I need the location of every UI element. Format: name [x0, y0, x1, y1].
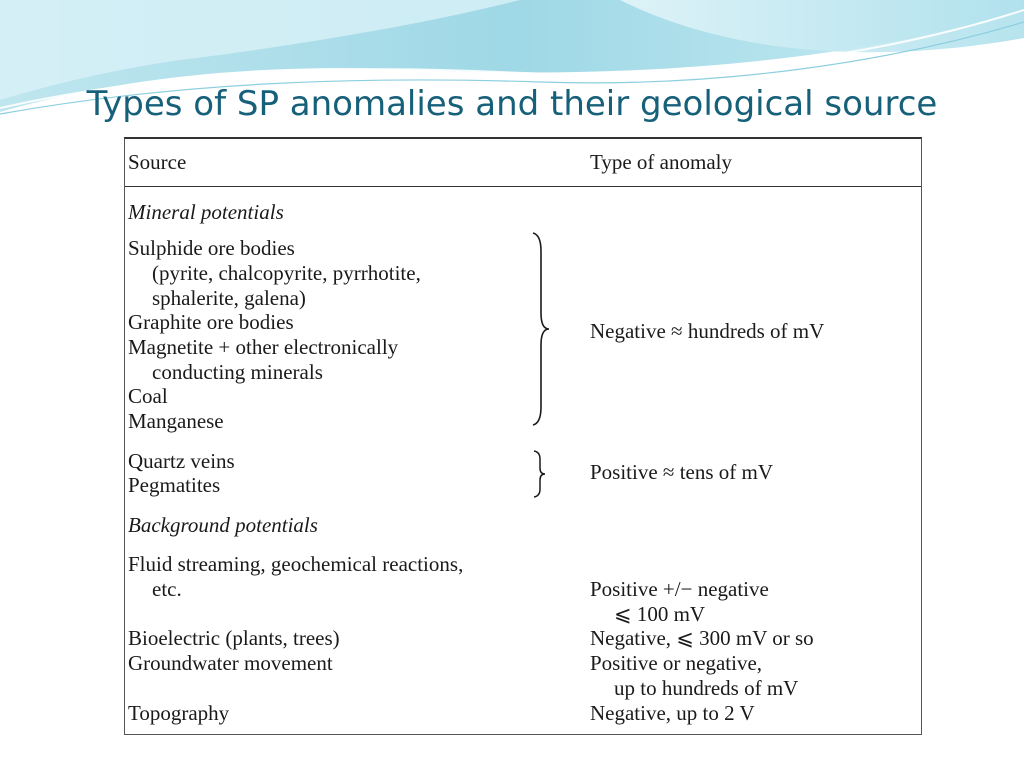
section-background-potentials: Background potentials — [128, 513, 318, 537]
source-sulphide-detail-1: (pyrite, chalcopyrite, pyrrhotite, — [152, 261, 421, 285]
header-source: Source — [128, 150, 187, 174]
anomaly-bioelectric: Negative, ⩽ 300 mV or so — [590, 626, 814, 650]
source-magnetite-2: conducting minerals — [152, 360, 323, 384]
anomaly-fluid-streaming-1: Positive +/− negative — [590, 577, 769, 601]
brace-quartz-group — [532, 449, 548, 499]
header-type-of-anomaly: Type of anomaly — [590, 150, 732, 174]
anomaly-topography: Negative, up to 2 V — [590, 701, 755, 725]
source-sulphide-detail-2: sphalerite, galena) — [152, 286, 306, 310]
header-divider — [125, 186, 921, 187]
source-sulphide: Sulphide ore bodies — [128, 236, 295, 260]
anomaly-fluid-streaming-2: ⩽ 100 mV — [614, 602, 706, 626]
source-fluid-streaming-etc: etc. — [152, 577, 182, 601]
source-groundwater: Groundwater movement — [128, 651, 333, 675]
source-magnetite-1: Magnetite + other electronically — [128, 335, 399, 359]
source-coal: Coal — [128, 384, 168, 408]
brace-mineral-group — [530, 231, 552, 427]
source-fluid-streaming: Fluid streaming, geochemical reactions, — [128, 552, 464, 576]
slide-title: Types of SP anomalies and their geological source — [86, 84, 938, 124]
sp-anomalies-table — [124, 137, 922, 735]
source-quartz-veins: Quartz veins — [128, 449, 235, 473]
anomaly-groundwater-2: up to hundreds of mV — [614, 676, 799, 700]
section-mineral-potentials: Mineral potentials — [128, 200, 284, 224]
anomaly-quartz-group: Positive ≈ tens of mV — [590, 460, 774, 484]
source-topography: Topography — [128, 701, 230, 725]
source-manganese: Manganese — [128, 409, 224, 433]
anomaly-mineral-group: Negative ≈ hundreds of mV — [590, 319, 825, 343]
source-bioelectric: Bioelectric (plants, trees) — [128, 626, 340, 650]
anomaly-groundwater-1: Positive or negative, — [590, 651, 763, 675]
source-pegmatites: Pegmatites — [128, 473, 221, 497]
source-graphite: Graphite ore bodies — [128, 310, 294, 334]
